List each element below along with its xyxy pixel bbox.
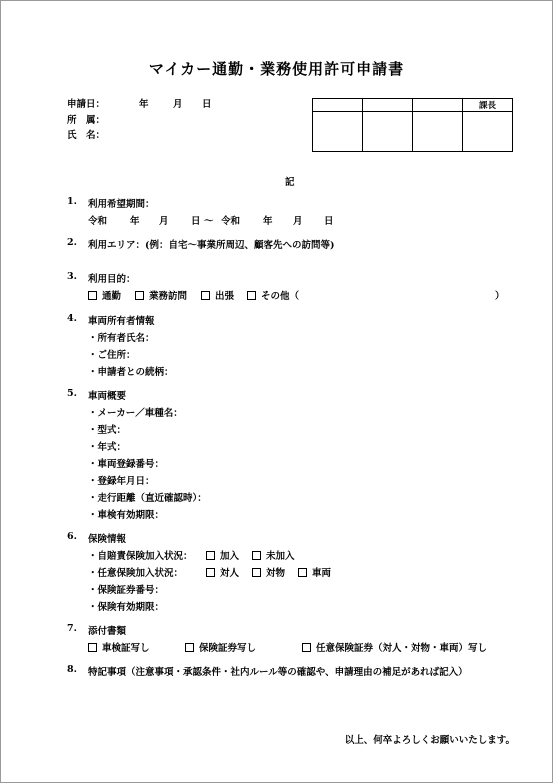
- section-4-title: 車両所有者情報: [88, 316, 155, 327]
- approval-stamp-cell-2[interactable]: [363, 112, 413, 152]
- section-3-number: 3.: [67, 271, 77, 282]
- period-end-era: 令和: [221, 216, 241, 227]
- period-end-month: 月: [293, 216, 303, 227]
- purpose-other-option[interactable]: その他（: [247, 288, 299, 302]
- section-1-number: 1.: [67, 196, 77, 207]
- vehicle-mileage-label: ・走行距離（直近確認時）：: [88, 493, 207, 504]
- manager-stamp-cell[interactable]: [463, 112, 513, 152]
- vehicle-year-label: ・年式：: [88, 442, 127, 453]
- section-5-title: 車両概要: [88, 391, 127, 402]
- approval-cell-2-head: [363, 99, 413, 112]
- section-2-title: 利用エリア：(例：自宅〜事業所周辺、顧客先への訪問等): [88, 240, 335, 251]
- apply-date-day: 日: [202, 99, 212, 110]
- closing-text: 以上、何卒よろしくお願いいたします。: [344, 735, 515, 746]
- policy-expiry-label: ・保険有効期限：: [88, 602, 165, 613]
- manager-label: 課長: [463, 99, 513, 112]
- checkbox[interactable]: [201, 291, 210, 300]
- checkbox[interactable]: [206, 551, 215, 560]
- approval-stamp-cell-3[interactable]: [413, 112, 463, 152]
- checkbox[interactable]: [88, 291, 97, 300]
- checkbox[interactable]: [252, 551, 261, 560]
- section-7-number: 7.: [67, 623, 77, 634]
- checkbox[interactable]: [88, 643, 97, 652]
- section-5-number: 5.: [67, 388, 77, 399]
- approval-cell-3-head: [413, 99, 463, 112]
- section-6-number: 6.: [67, 531, 77, 542]
- checkbox[interactable]: [302, 643, 311, 652]
- apply-date-year: 年: [139, 99, 149, 110]
- owner-address-label: ・ご住所：: [88, 350, 136, 361]
- attach-optional-insurance-option[interactable]: 任意保険証券（対人・対物・車両）写し: [302, 640, 487, 654]
- apply-date-month: 月: [173, 99, 183, 110]
- vehicle-type-label: ・型式：: [88, 425, 127, 436]
- period-start-era: 令和: [88, 216, 108, 227]
- policy-number-label: ・保険証券番号：: [88, 585, 165, 596]
- vehicle-maker-model-label: ・メーカー／車種名：: [88, 408, 183, 419]
- approval-stamp-table: [312, 98, 513, 152]
- section-6-title: 保険情報: [88, 534, 127, 545]
- section-2-number: 2.: [67, 237, 77, 248]
- owner-name-label: ・所有者氏名：: [88, 333, 155, 344]
- jibaiseki-joined-option[interactable]: 加入: [206, 548, 239, 562]
- vehicle-registration-number-label: ・車両登録番号：: [88, 459, 165, 470]
- jibaiseki-not-joined-option[interactable]: 未加入: [252, 548, 295, 562]
- checkbox[interactable]: [298, 568, 307, 577]
- period-end-year: 年: [263, 216, 273, 227]
- purpose-business-visit-option[interactable]: 業務訪問: [135, 288, 187, 302]
- section-3-title: 利用目的：: [88, 274, 136, 285]
- form-title: マイカー通勤・業務使用許可申請書: [148, 60, 405, 78]
- checkbox[interactable]: [185, 643, 194, 652]
- period-tilde: 〜: [204, 216, 214, 227]
- name-label: 氏 名：: [67, 130, 106, 141]
- purpose-other-close-paren: ）: [495, 291, 505, 302]
- ki-heading: 記: [285, 177, 295, 188]
- apply-date-label: 申請日：: [67, 99, 106, 110]
- owner-relationship-label: ・申請者との続柄：: [88, 367, 174, 378]
- jibaiseki-status-label: ・自賠責保険加入状況：: [88, 551, 193, 562]
- checkbox[interactable]: [135, 291, 144, 300]
- section-7-title: 添付書類: [88, 626, 127, 637]
- period-end-day: 日: [324, 216, 334, 227]
- nini-vehicle-option[interactable]: 車両: [298, 565, 331, 579]
- period-start-month: 月: [159, 216, 169, 227]
- approval-cell-1-head: [313, 99, 363, 112]
- approval-stamp-cell-1[interactable]: [313, 112, 363, 152]
- period-start-year: 年: [130, 216, 140, 227]
- section-8-number: 8.: [67, 664, 77, 675]
- checkbox[interactable]: [252, 568, 261, 577]
- vehicle-registration-date-label: ・登録年月日：: [88, 476, 155, 487]
- purpose-business-trip-option[interactable]: 出張: [201, 288, 234, 302]
- section-4-number: 4.: [67, 313, 77, 324]
- nini-status-label: ・任意保険加入状況：: [88, 568, 184, 579]
- checkbox[interactable]: [206, 568, 215, 577]
- section-1-title: 利用希望期間：: [88, 199, 155, 210]
- vehicle-inspection-expiry-label: ・車検有効期限：: [88, 510, 165, 521]
- period-start-day: 日: [191, 216, 201, 227]
- attach-insurance-certificate-option[interactable]: 保険証券写し: [185, 640, 256, 654]
- section-8-title: 特記事項（注意事項・承認条件・社内ルール等の確認や、申請理由の補足があれば記入）: [88, 667, 468, 678]
- checkbox[interactable]: [247, 291, 256, 300]
- department-label: 所 属：: [67, 115, 106, 126]
- attach-vehicle-inspection-option[interactable]: 車検証写し: [88, 640, 150, 654]
- purpose-commute-option[interactable]: 通勤: [88, 288, 121, 302]
- nini-person-option[interactable]: 対人: [206, 565, 239, 579]
- nini-property-option[interactable]: 対物: [252, 565, 285, 579]
